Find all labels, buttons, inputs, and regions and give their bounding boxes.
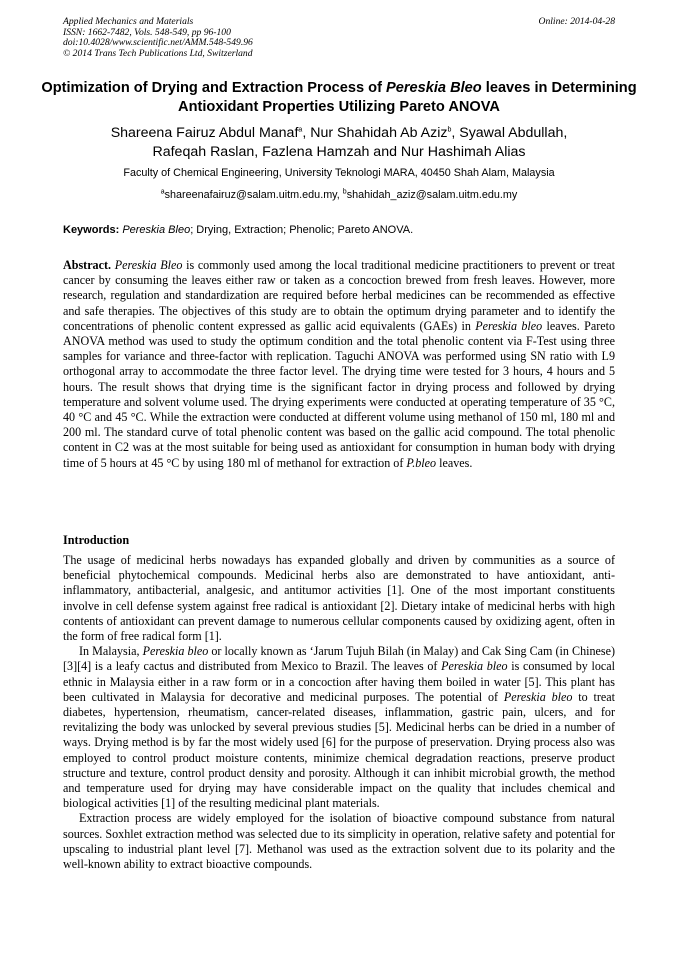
intro-p2-a: In Malaysia, [79,644,143,659]
email-line [40,188,638,202]
author-2: Nur Shahidah Ab Aziz [310,125,448,141]
paper-title [40,79,638,116]
intro-paragraph-3: Extraction process are widely employed for the isolation of bioactive compound substance from natural sources. Soxhlet extraction method was selected due to its simplicity in operation, relative safety and potential for upscaling to industrial plant level [7]. Methanol was used as the extraction solvent due to its polarity and the well-known ability to extract bioactive compounds. [63,811,615,872]
intro-paragraph-1: The usage of medicinal herbs nowadays has expanded globally and driven by communities as a source of beneficial phytochemical compounds. Medicinal herbs also are demonstrated to have antioxidant, anti-inflammatory, antibacterial, analgesic, and antitumor activities [1]. One of the most important constituents involve in cell defense system against free radical is antioxidant [2]. Dietary intake of medicinal herbs with high contents of antioxidant can prevent damage to numerous cellular components caused by oxidizing agent, often in the form of free radical form [1]. [63,553,615,644]
intro-paragraph-2 [63,644,615,811]
intro-p2-species-2: Pereskia bleo [441,659,508,674]
author-1: Shareena Fairuz Abdul Manaf [110,125,299,141]
abstract [63,258,615,471]
title-part2: leaves in Determining Antioxidant Properties Utilizing Pareto ANOVA [178,80,637,115]
online-date: Online: 2014-04-28 [538,16,615,27]
email-2-sup: b [342,188,347,196]
intro-p2-c: is consumed by local ethnic in Malaysia either in a raw form or in a concoction after having them boiled in water [5]. This plant has been cultivated in Malaysia for decorative and medicinal purposes. The potential of [63,659,615,704]
affiliation: Faculty of Chemical Engineering, University Teknologi MARA, 40450 Shah Alam, Malaysia [123,167,555,179]
title-part1: Optimization of Drying and Extraction Process of [41,80,386,96]
intro-p2-species-1: Pereskia bleo [142,644,209,659]
keywords-rest: ; Drying, Extraction; Phenolic; Pareto ANOVA. [190,224,414,236]
abstract-species-2: Pereskia bleo [475,318,543,333]
author-1-sup: a [298,126,303,134]
authors-rest-line2: Rafeqah Raslan, Fazlena Hamzah and Nur Hashimah Alias [152,143,526,160]
author-2-sup: b [447,126,452,134]
abstract-species-3: P.bleo [406,455,437,470]
journal-name: Applied Mechanics and Materials [63,16,194,27]
keywords [63,223,615,237]
title-species: Pereskia Bleo [385,80,482,96]
introduction-body [63,553,615,872]
author-list: Shareena Fairuz Abdul Manaf$^a$, Nur Shahidah Ab Aziz$^b$, Syawal Abdullah, Rafeqah Raslan, Fazlena Hamzah and Nur Hashimah Alias [110,125,568,160]
email-1[interactable]: shareenafairuz@salam.uitm.edu.my, [164,189,340,201]
abstract-species-1: Pereskia Bleo [114,258,183,272]
doi-line: doi:10.4028/www.scientific.net/AMM.548-549.96 [63,37,253,49]
authors-rest-line1: Syawal Abdullah, [459,125,568,141]
email-1-sup: a [160,188,165,196]
abstract-text-2: leaves. Pareto ANOVA method was used to study the optimum condition and the total phenolic content via F-Test using three samples for variance and three-factor with replication. Taguchi ANOVA was performed using SN ratio with L9 orthogonal array to accommodate the three factor level. The drying time were tested for 3 hours, 4 hours and 5 hours. The result shows that drying time is the significant factor in drying process and followed by drying temperature and solvent volume used. The drying experiments were conducted at operating temperature of 35 °C, 40 °C and 45 °C. While the extraction were conducted at different volume using methanol of 150 ml, 180 ml and 200 ml. The standard curve of total phenolic content was based on the gallic acid compound. The total phenolic content in C2 was at the most suitable for being used as antioxidant for consumption in human body with drying time of 5 hours at 45 °C by using 180 ml of methanol for extraction of [63,318,615,470]
abstract-text-3: leaves. [436,455,473,470]
abstract-text-1: is commonly used among the local traditional medicine practitioners to prevent or treat cancer by consuming the leaves either raw or taken as a concoction brewed from fresh leaves. However, more research, regulation and standardization are required before herbal medicines can be recommended as effective and safe therapies. The objectives of this study are to obtain the optimum drying parameter and to identify the concentrations of phenolic content expressed as gallic acid equivalents (GAEs) in [63,258,615,333]
intro-p2-d: to treat diabetes, hypertension, rheumatism, cancer-related diseases, inflammation, gastric pain, ulcers, and for revitalizing the body was unlocked by several previous studies [5]. Medicinal herbs can be dried in a number of ways. Drying method is by far the most widely used [6] for the purpose of preservation. Drying process also was employed to control product moisture contents, minimize chemical degradation reactions, preserve product structure and texture, control product density and porosity. Although it can inhibit microbial growth, the method and temperature used for drying may have considerable impact on the quality that includes chemical and biological activities [1] of the resulting medicinal plant materials. [63,689,616,811]
email-2[interactable]: shahidah_aziz@salam.uitm.edu.my [346,189,518,201]
journal-header [63,17,615,59]
intro-p2-species-3: Pereskia bleo [503,689,573,704]
keywords-label: Keywords: [63,224,120,236]
abstract-label: Abstract. [63,258,112,272]
introduction-heading: Introduction [63,533,130,547]
intro-p2-b: or locally known as ‘Jarum Tujuh Bilah (in Malay) and Cak Sing Cam (in Chinese) [3][4] is a leafy cactus and distributed from Mexico to Brazil. The leaves of [63,644,615,674]
issn-line: ISSN: 1662-7482, Vols. 548-549, pp 96-100 [63,26,231,38]
keywords-species: Pereskia Bleo [122,224,191,236]
copyright-line: © 2014 Trans Tech Publications Ltd, Switzerland [63,47,253,59]
